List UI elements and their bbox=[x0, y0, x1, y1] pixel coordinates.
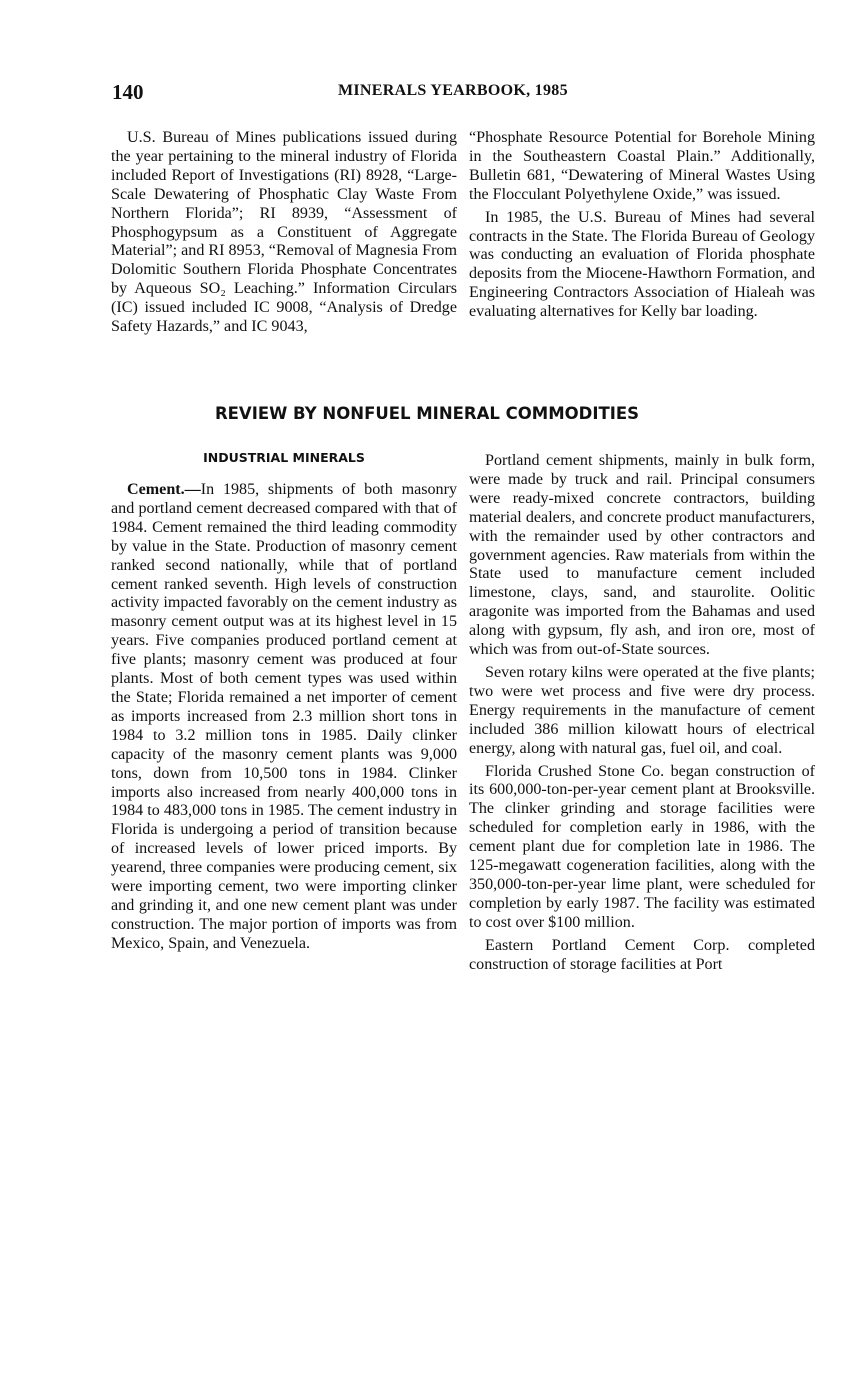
top-left-column bbox=[111, 129, 457, 337]
section-title: REVIEW BY NONFUEL MINERAL COMMODITIES bbox=[214, 404, 640, 423]
cement-right-column bbox=[469, 452, 815, 974]
paragraph: U.S. Bureau of Mines publications issued during the year pertaining to the mineral industry of Florida included Report of Investigations (RI) 8928, “Large-Scale Dewatering of Phosphatic Clay Waste From Northern Florida”; RI 8939, “Assessment of Phosphogypsum as a Constituent of Aggregate Material”; and RI 8953, “Removal of Magnesia From Dolomitic Southern Florida Phosphate Concentrates by Aqueous SO₂ Leaching.” Information Circulars (IC) issued included IC 9008, “Analysis of Dredge Safety Hazards,” and IC 9043, bbox=[111, 129, 457, 336]
running-title: MINERALS YEARBOOK, 1985 bbox=[338, 82, 568, 99]
paragraph bbox=[111, 481, 457, 954]
paragraph: Seven rotary kilns were operated at the five plants; two were wet process and five were dry process. Energy requirements in the manufacture of cement included 386 million kilowatt hours of electrical energy, along with natural gas, fuel oil, and coal. bbox=[469, 663, 815, 757]
paragraph-text: In 1985, shipments of both masonry and portland cement decreased compared with that of 1984. Cement remained the third leading commodity by value in the State. Production of masonry cement ranked second nationally, while that of portland cement ranked seventh. High levels of construction activity impacted favorably on the cement industry as masonry cement output was at its highest level in 15 years. Five companies produced portland cement at five plants; masonry cement was produced at four plants. Most of both cement types was used within the State; Florida remained a net importer of cement as imports increased from 2.3 million short tons in 1984 to 3.2 million tons in 1985. Daily clinker capacity of the masonry cement plants was 9,000 tons, down from 10,500 tons in 1984. Clinker imports also increased from nearly 400,000 tons in 1984 to 483,000 tons in 1985. The cement industry in Florida is undergoing a period of transition because of increased levels of lower priced imports. By yearend, three companies were producing cement, six were importing cement, two were importing clinker and grinding it, and one new cement plant was under construction. The major portion of imports was from Mexico, Spain, and Venezuela. bbox=[111, 481, 457, 952]
page-number: 140 bbox=[112, 80, 144, 104]
top-right-column bbox=[469, 129, 815, 322]
paragraph: Eastern Portland Cement Corp. completed construction of storage facilities at Port bbox=[469, 936, 815, 973]
paragraph: Florida Crushed Stone Co. began construction of its 600,000-ton-per-year cement plant at Brooksville. The clinker grinding and storage facilities were scheduled for completion early in 1986, with the cement plant due for completion late in 1986. The 125-megawatt cogeneration facilities, along with the 350,000-ton-per-year lime plant, were scheduled for completion by early 1987. The facility was estimated to cost over $100 million. bbox=[469, 762, 815, 931]
paragraph: In 1985, the U.S. Bureau of Mines had several contracts in the State. The Florida Bureau of Geology was conducting an evaluation of Florida phosphate deposits from the Miocene-Hawthorn Formation, and Engineering Contractors Association of Hialeah was evaluating alternatives for Kelly bar loading. bbox=[469, 208, 815, 321]
cement-left-column bbox=[111, 481, 457, 954]
subsection-title: INDUSTRIAL MINERALS bbox=[203, 450, 365, 465]
paragraph: “Phosphate Resource Potential for Borehole Mining in the Southeastern Coastal Plain.” Additionally, Bulletin 681, “Dewatering of Mineral Wastes Using the Flocculant Polyethylene Oxide,” was issued. bbox=[469, 129, 815, 203]
paragraph: Portland cement shipments, mainly in bulk form, were made by truck and rail. Principal consumers were ready-mixed concrete contractors, building material dealers, and concrete product manufacturers, with the remainder used by other contractors and government agencies. Raw materials from within the State used to manufacture cement included limestone, clays, sand, and staurolite. Oolitic aragonite was imported from the Bahamas and used along with gypsum, fly ash, and iron ore, most of which was from out-of-State sources. bbox=[469, 452, 815, 659]
run-in-heading: Cement.— bbox=[127, 481, 201, 498]
